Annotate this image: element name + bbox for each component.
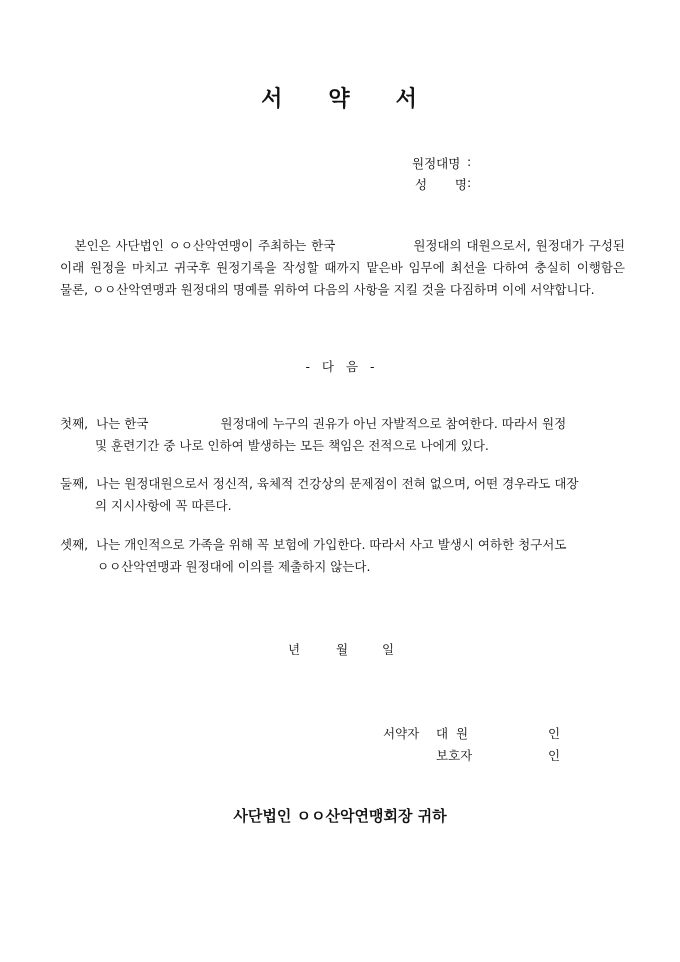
title-char-2: 약: [328, 87, 352, 112]
title-char-1: 서: [261, 87, 285, 112]
pledge-text-b: 원정대에 누구의 권유가 아닌 자발적으로 참여한다. 따라서 원정: [220, 416, 567, 431]
pledge-number: 첫째,: [60, 416, 89, 431]
pledge-line-2: 및 훈련기간 중 나로 인하여 발생하는 모든 책임은 전적으로 나에게 있다.: [95, 438, 489, 453]
date-year: 년: [288, 642, 301, 657]
section-heading: - 다 음 -: [305, 359, 375, 374]
name-label-char-2: 명: [454, 177, 467, 192]
pledge-line-1: [96, 413, 625, 435]
pledge-item-3: [60, 534, 625, 578]
addressee: 사단법인 ㅇㅇ산악연맹회장 귀하: [233, 807, 447, 825]
pledge-item-2: [60, 473, 625, 517]
intro-paragraph: [60, 235, 625, 301]
pledger-label: 서약자: [383, 726, 420, 741]
date-month: 월: [336, 642, 349, 657]
pledge-item-1: [60, 413, 625, 457]
intro-text-1: 본인은 사단법인 ㅇㅇ산악연맹이 주최하는 한국: [74, 238, 336, 253]
seal-mark-2: 인: [548, 748, 561, 763]
name-label-char-1: 성: [415, 177, 428, 192]
signer-name-colon: :: [467, 175, 472, 190]
title-char-3: 서: [395, 87, 419, 112]
document-title: [0, 82, 680, 113]
intro-text-2: 원정대의 대원으로서, 원정대가 구성된 이래 원정을 마치고 귀국후 원정기록을 작성할 때까지 맡은바 임무에 최선을 다하여 충실히 이행함은 물론, ㅇㅇ산악연맹과 원정대의 명예를 위하여 다음의 사항을 지킬 것을 다짐하며 이에 서약합니다.: [60, 238, 625, 297]
pledge-number: 둘째,: [60, 476, 89, 491]
pledge-line-2: ㅇㅇ산악연맹과 원정대에 이의를 제출하지 않는다.: [97, 559, 371, 574]
guardian-label: 보호자: [436, 748, 473, 763]
signer-name-label: [412, 175, 467, 193]
date-day: 일: [382, 642, 395, 657]
expedition-name-colon: :: [467, 154, 472, 169]
pledge-number: 셋째,: [60, 537, 89, 552]
date-line: [288, 640, 394, 658]
pledge-line-1: 나는 원정대원으로서 정신적, 육체적 건강상의 문제점이 전혀 없으며, 어떤 경우라도 대장: [96, 476, 579, 491]
member-label: 대 원: [436, 726, 469, 741]
pledge-line-1: 나는 개인적으로 가족을 위해 꼭 보험에 가입한다. 따라서 사고 발생시 여하한 청구서도: [96, 537, 567, 552]
seal-mark-1: 인: [548, 726, 561, 741]
pledge-text-a: 나는 한국: [96, 416, 149, 431]
pledge-line-2: 의 지시사항에 꼭 따른다.: [95, 498, 232, 513]
expedition-name-label: 원정대명: [412, 156, 461, 171]
